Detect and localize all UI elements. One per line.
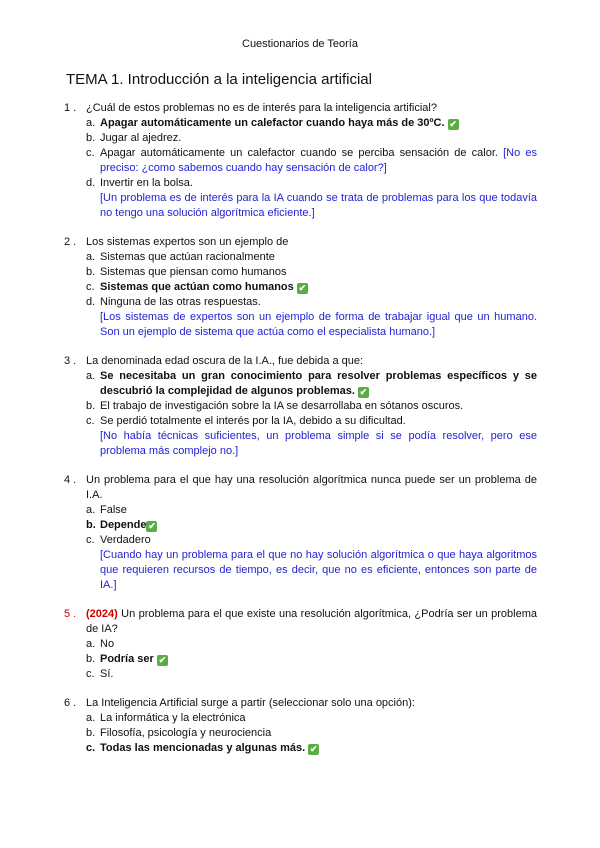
correct-answer-text: Podría ser: [100, 653, 154, 665]
option-letter: c.: [86, 415, 95, 427]
option-b: [86, 399, 537, 414]
option-text: Ninguna de las otras respuestas.: [100, 296, 261, 308]
option-text: Sí.: [100, 668, 114, 680]
option-text: El trabajo de investigación sobre la IA se desarrollaba en sótanos oscuros.: [100, 400, 464, 412]
option-letter: d.: [86, 296, 96, 308]
year-tag: (2024): [86, 608, 118, 620]
option-d: [86, 295, 537, 310]
option-letter: c.: [86, 742, 96, 754]
option-text: Sistemas que piensan como humanos: [100, 266, 287, 278]
question-4: [64, 473, 537, 593]
question-text: Un problema para el que hay una resolución algorítmica nunca puede ser un problema de I.A.: [86, 474, 537, 501]
option-text: False: [100, 504, 127, 516]
question-6: [64, 696, 537, 756]
option-letter: b.: [86, 727, 96, 739]
option-letter: c.: [86, 668, 95, 680]
question-text: La Inteligencia Artificial surge a partir (seleccionar solo una opción):: [86, 697, 415, 709]
option-b: [86, 726, 537, 741]
check-icon: ✔: [359, 387, 368, 397]
page-header: Cuestionarios de Teoría: [242, 38, 358, 50]
question-2: [64, 235, 537, 340]
question-number: 2 .: [64, 236, 77, 248]
option-letter: b.: [86, 266, 96, 278]
option-b: [86, 652, 537, 667]
question-5: [64, 607, 537, 682]
option-letter: a.: [86, 370, 96, 382]
option-letter: a.: [86, 712, 96, 724]
option-letter: a.: [86, 251, 96, 263]
check-icon: ✔: [148, 521, 156, 531]
correct-answer-text: Se necesitaba un gran conocimiento para resolver problemas específicos y se descubrió la complejidad de algunos problemas.: [100, 370, 537, 397]
question-text: Los sistemas expertos son un ejemplo de: [86, 236, 289, 248]
correct-answer-text: Sistemas que actúan como humanos: [100, 281, 294, 293]
topic-title: TEMA 1. Introducción a la inteligencia artificial: [66, 71, 372, 88]
explanation-note: [Cuando hay un problema para el que no hay solución algorítmica o que haya algoritmos que requieren recursos de tiempo, es decir, que no es eficiente, entonces son parte de IA.]: [100, 549, 537, 591]
option-a: [86, 250, 537, 265]
explanation-note: [No había técnicas suficientes, un problema simple si se podía resolver, pero ese problema más complejo no.]: [100, 430, 537, 457]
explanation-note: [Un problema es de interés para la IA cuando se trata de problemas para los que todavía no tengo una solución algorítmica eficiente.]: [100, 192, 537, 219]
option-letter: d.: [86, 177, 96, 189]
question-number: 1 .: [64, 102, 77, 114]
option-c: [86, 741, 537, 756]
option-letter: c.: [86, 281, 95, 293]
question-1: [64, 101, 537, 221]
question-number: 3 .: [64, 355, 77, 367]
option-b: [86, 265, 537, 280]
option-letter: c.: [86, 534, 95, 546]
option-text: La informática y la electrónica: [100, 712, 246, 724]
check-icon: ✔: [298, 283, 307, 293]
option-letter: b.: [86, 400, 96, 412]
question-text: La denominada edad oscura de la I.A., fue debida a que:: [86, 355, 364, 367]
check-icon: ✔: [158, 655, 167, 665]
option-c: [86, 533, 537, 548]
option-letter: a.: [86, 504, 96, 516]
inline-note: [No es preciso: ¿como sabemos cuando hay sensación de calor?]: [100, 147, 538, 174]
option-c: [86, 667, 537, 682]
option-a: [86, 637, 537, 652]
correct-answer-text: Depende: [100, 519, 147, 531]
check-icon: ✔: [449, 119, 457, 129]
question-text: ¿Cuál de estos problemas no es de interés para la inteligencia artificial?: [86, 102, 437, 114]
option-text: Se perdió totalmente el interés por la IA, debido a su dificultad.: [100, 415, 406, 427]
option-c: [86, 280, 537, 295]
option-text: Invertir en la bolsa.: [100, 177, 193, 189]
question-number: 4 .: [64, 474, 77, 486]
option-text: Filosofía, psicología y neurociencia: [100, 727, 272, 739]
option-b: [86, 131, 537, 146]
option-text: Sistemas que actúan racionalmente: [100, 251, 275, 263]
option-a: [86, 369, 537, 399]
question-list: [64, 101, 537, 770]
option-text: No: [100, 638, 115, 650]
question-number: 5 .: [64, 608, 77, 620]
check-icon: ✔: [310, 744, 318, 754]
question-3: [64, 354, 537, 459]
option-letter: b.: [86, 132, 96, 144]
option-text: Verdadero: [100, 534, 151, 546]
correct-answer-text: Apagar automáticamente un calefactor cuando haya más de 30ºC.: [100, 117, 445, 129]
option-text: Jugar al ajedrez.: [100, 132, 182, 144]
option-letter: a.: [86, 638, 96, 650]
question-text: Un problema para el que existe una resolución algorítmica, ¿Podría ser un problema de IA?: [86, 608, 537, 635]
option-d: [86, 176, 537, 191]
option-c: [86, 146, 537, 176]
option-text: Apagar automáticamente un calefactor cuando se perciba sensación de calor.: [100, 147, 498, 159]
correct-answer-text: Todas las mencionadas y algunas más.: [100, 742, 306, 754]
option-a: [86, 116, 537, 131]
option-letter: a.: [86, 117, 96, 129]
option-letter: b.: [86, 653, 96, 665]
option-c: [86, 414, 537, 429]
option-a: [86, 711, 537, 726]
option-letter: b.: [86, 519, 96, 531]
option-b: [86, 518, 537, 533]
option-a: [86, 503, 537, 518]
option-letter: c.: [86, 147, 95, 159]
explanation-note: [Los sistemas de expertos son un ejemplo de forma de trabajar igual que un humano. Son un ejemplo de sistema que actúa como el especialista humano.]: [100, 311, 537, 338]
question-number: 6 .: [64, 697, 77, 709]
